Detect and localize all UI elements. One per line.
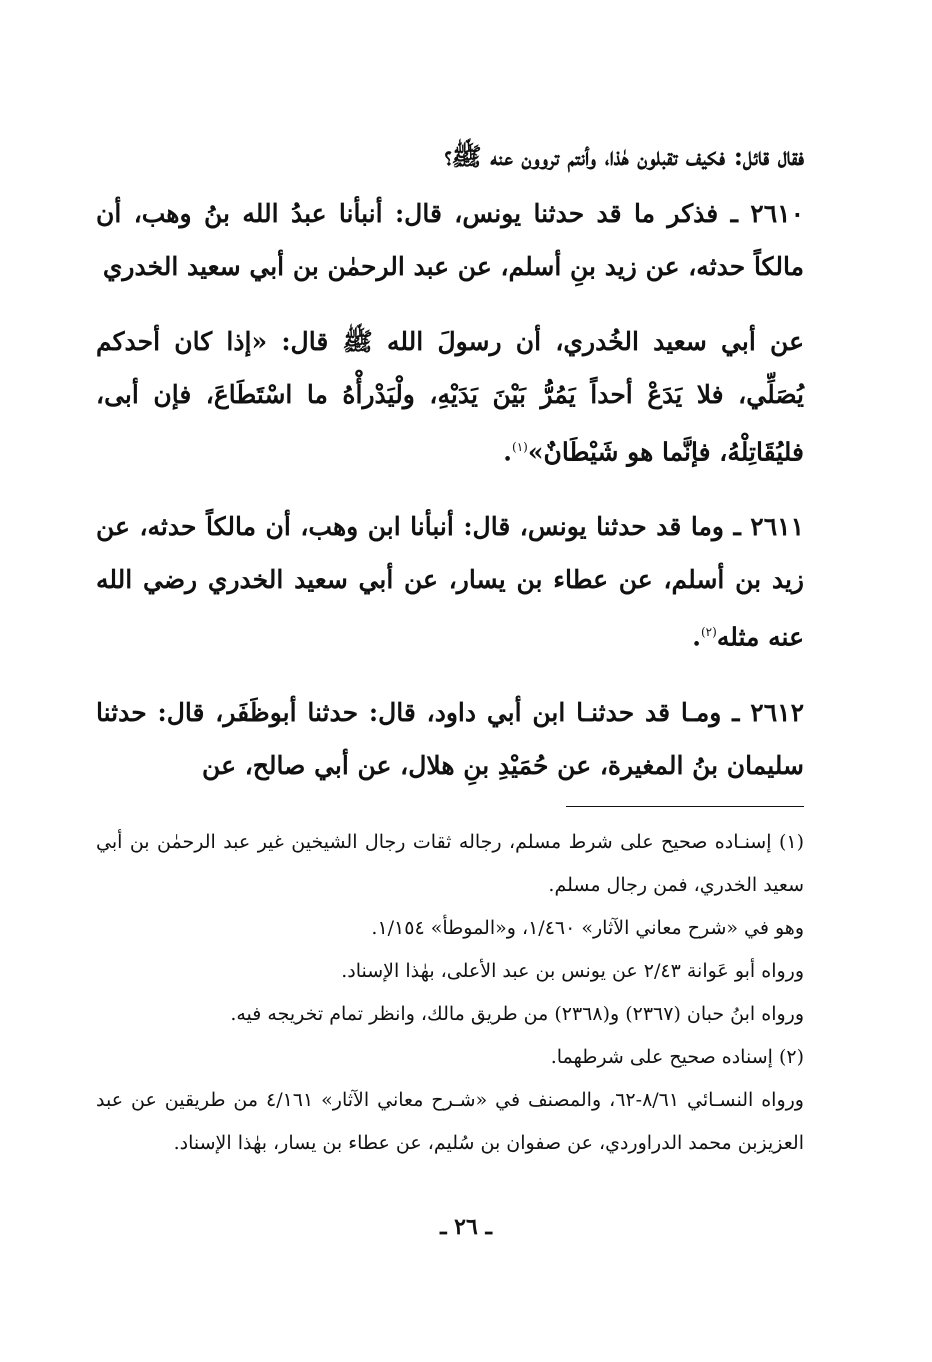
footnote-1-ref-b: ورواه أبو عَوانة ٢/٤٣ عن يونس بن عبد الأعلى، بهٰذا الإسناد. xyxy=(341,959,804,982)
footnote-ref-2: (٢) xyxy=(700,625,717,640)
footnote-2: (٢) إسناده صحيح على شرطهما. xyxy=(550,1045,804,1068)
footnote-1-ref-a: وهو في «شرح معاني الآثار» ١/٤٦٠، و«الموطأ» ١/١٥٤. xyxy=(371,916,804,939)
footnote-2-ref-a: ورواه النسـائي ٨/٦١-٦٢، والمصنف في «شـرح معاني الآثار» ٤/١٦١ من طريقين عن عبد العزيزبن محمد الدراوردي، عن صفوان بن سُليم، عن عطاء بن يسار، بهٰذا الإسناد. xyxy=(96,1088,804,1154)
book-page xyxy=(96,130,804,1322)
main-text xyxy=(96,130,804,792)
hadith-2610-isnad: ٢٦١٠ ـ فذكر ما قد حدثنا يونس، قال: أنبأنا عبدُ الله بنُ وهب، أن مالكاً حدثه، عن زيد بنِ أسلم، عن عبد الرحمٰن بن أبي سعيد الخدري xyxy=(96,199,804,281)
footnote-1-ref-c: ورواه ابنُ حبان (٢٣٦٧) و(٢٣٦٨) من طريق مالك، وانظر تمام تخريجه فيه. xyxy=(230,1002,804,1025)
footnotes xyxy=(96,821,804,1165)
hadith-2610-text xyxy=(96,315,804,478)
page-number: ـ ٢٦ ـ xyxy=(440,1214,492,1240)
footnote-1: (١) إسنـاده صحيح على شرط مسلم، رجاله ثقات رجال الشيخين غير عبد الرحمٰن بن أبي سعيد الخدري، فمن رجال مسلم. xyxy=(96,830,804,896)
hadith-2612: ٢٦١٢ ـ ومـا قد حدثنـا ابن أبي داود، قال: حدثنا أبوظَفَر، قال: حدثنا سليمان بنُ المغيرة، عن حُمَيْدِ بنِ هلال، عن أبي صالح، عن xyxy=(96,697,804,780)
intro-line: فقال قائل: فكيف تقبلون هٰذا، وأنتم تروون عنه ﷺ؟ xyxy=(444,142,804,171)
footnote-ref-1: (١) xyxy=(512,440,528,454)
footnote-separator xyxy=(566,806,804,807)
hadith-2611 xyxy=(96,500,804,663)
period: . xyxy=(503,437,513,467)
hadith-2610-body: عن أبي سعيد الخُدري، أن رسولَ الله ﷺ قال: «إذا كان أحدكم يُصَلِّي، فلا يَدَعْ أحداً يَمُرُّ بَيْنَ يَدَيْهِ، ولْيَدْرأْهُ ما اسْتَطَاعَ، فإن أبى، فليُقَاتِلْهُ، فإنَّما هو شَيْطَانٌ» xyxy=(96,327,804,467)
hadith-2611-body: ٢٦١١ ـ وما قد حدثنا يونس، قال: أنبأنا ابن وهب، أن مالكاً حدثه، عن زيد بن أسلم، عن عطاء بن يسار، عن أبي سعيد الخدري رضي الله عنه مثله xyxy=(96,512,804,652)
period: . xyxy=(692,622,701,652)
